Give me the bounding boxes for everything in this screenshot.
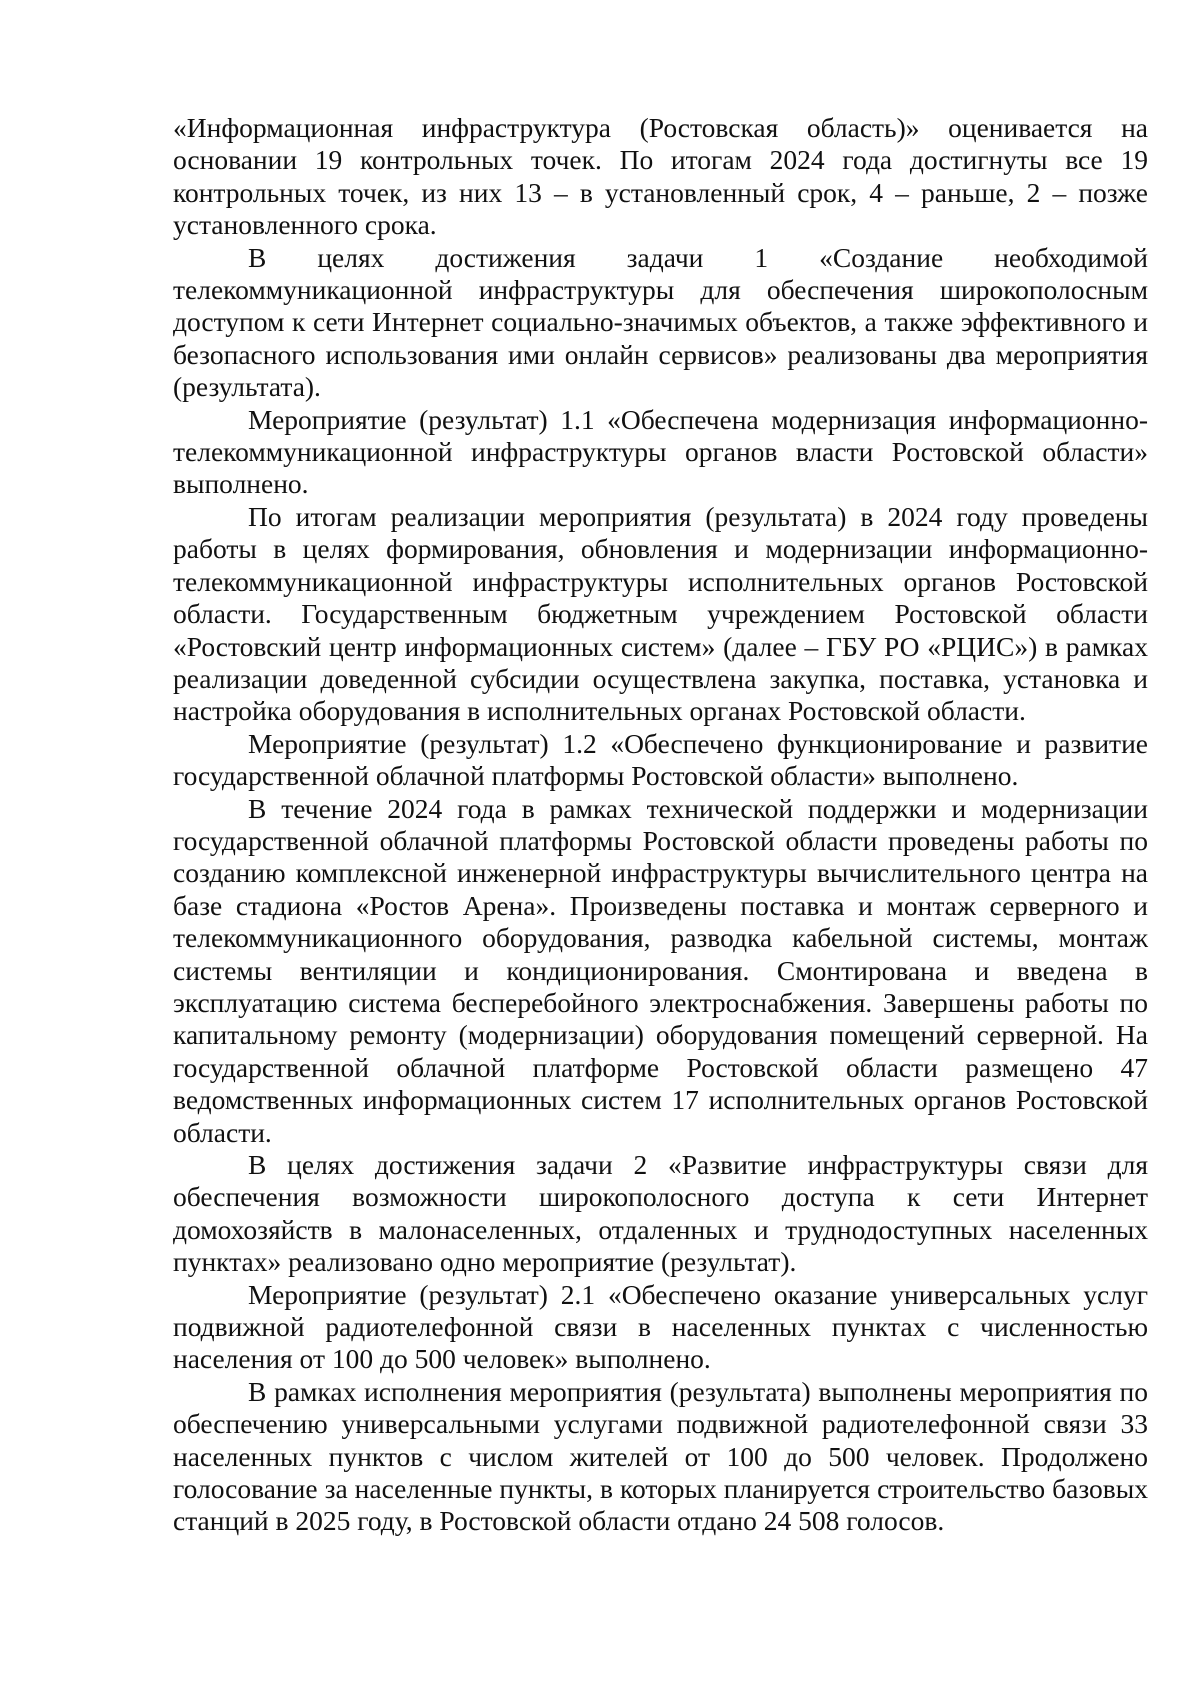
document-body bbox=[173, 112, 1148, 1538]
paragraph-9: В рамках исполнения мероприятия (результата) выполнены мероприятия по обеспечению универсальными услугами подвижной радиотелефонной связи 33 населенных пунктов с числом жителей от 100 до 500 человек. Продолжено голосование за населенные пункты, в которых планируется строительство базовых станций в 2025 году, в Ростовской области отдано 24 508 голосов. bbox=[173, 1375, 1148, 1537]
paragraph-6: В течение 2024 года в рамках технической поддержки и модернизации государственной облачной платформы Ростовской области проведены работы по созданию комплексной инженерной инфраструктуры вычислительного центра на базе стадиона «Ростов Арена». Произведены поставка и монтаж серверного и телекоммуникационного оборудования, разводка кабельной системы, монтаж системы вентиляции и кондиционирования. Смонтирована и введена в эксплуатацию система бесперебойного электроснабжения. Завершены работы по капитальному ремонту (модернизации) оборудования помещений серверной. На государственной облачной платформе Ростовской области размещено 47 ведомственных информационных систем 17 исполнительных органов Ростовской области. bbox=[173, 792, 1148, 1148]
paragraph-5: Мероприятие (результат) 1.2 «Обеспечено функционирование и развитие государственной облачной платформы Ростовской области» выполнено. bbox=[173, 727, 1148, 792]
paragraph-3: Мероприятие (результат) 1.1 «Обеспечена модернизация информационно-телекоммуникационной инфраструктуры органов власти Ростовской области» выполнено. bbox=[173, 403, 1148, 500]
paragraph-7: В целях достижения задачи 2 «Развитие инфраструктуры связи для обеспечения возможности широкополосного доступа к сети Интернет домохозяйств в малонаселенных, отдаленных и труднодоступных населенных пунктах» реализовано одно мероприятие (результат). bbox=[173, 1149, 1148, 1278]
paragraph-4: По итогам реализации мероприятия (результата) в 2024 году проведены работы в целях формирования, обновления и модернизации информационно-телекоммуникационной инфраструктуры исполнительных органов Ростовской области. Государственным бюджетным учреждением Ростовской области «Ростовский центр информационных систем» (далее – ГБУ РО «РЦИС») в рамках реализации доведенной субсидии осуществлена закупка, поставка, установка и настройка оборудования в исполнительных органах Ростовской области. bbox=[173, 500, 1148, 727]
paragraph-1: «Информационная инфраструктура (Ростовская область)» оценивается на основании 19 контрольных точек. По итогам 2024 года достигнуты все 19 контрольных точек, из них 13 – в установленный срок, 4 – раньше, 2 – позже установленного срока. bbox=[173, 112, 1148, 241]
paragraph-2: В целях достижения задачи 1 «Создание необходимой телекоммуникационной инфраструктуры для обеспечения широкополосным доступом к сети Интернет социально-значимых объектов, а также эффективного и безопасного использования ими онлайн сервисов» реализованы два мероприятия (результата). bbox=[173, 241, 1148, 403]
paragraph-8: Мероприятие (результат) 2.1 «Обеспечено оказание универсальных услуг подвижной радиотелефонной связи в населенных пунктах с численностью населения от 100 до 500 человек» выполнено. bbox=[173, 1278, 1148, 1375]
